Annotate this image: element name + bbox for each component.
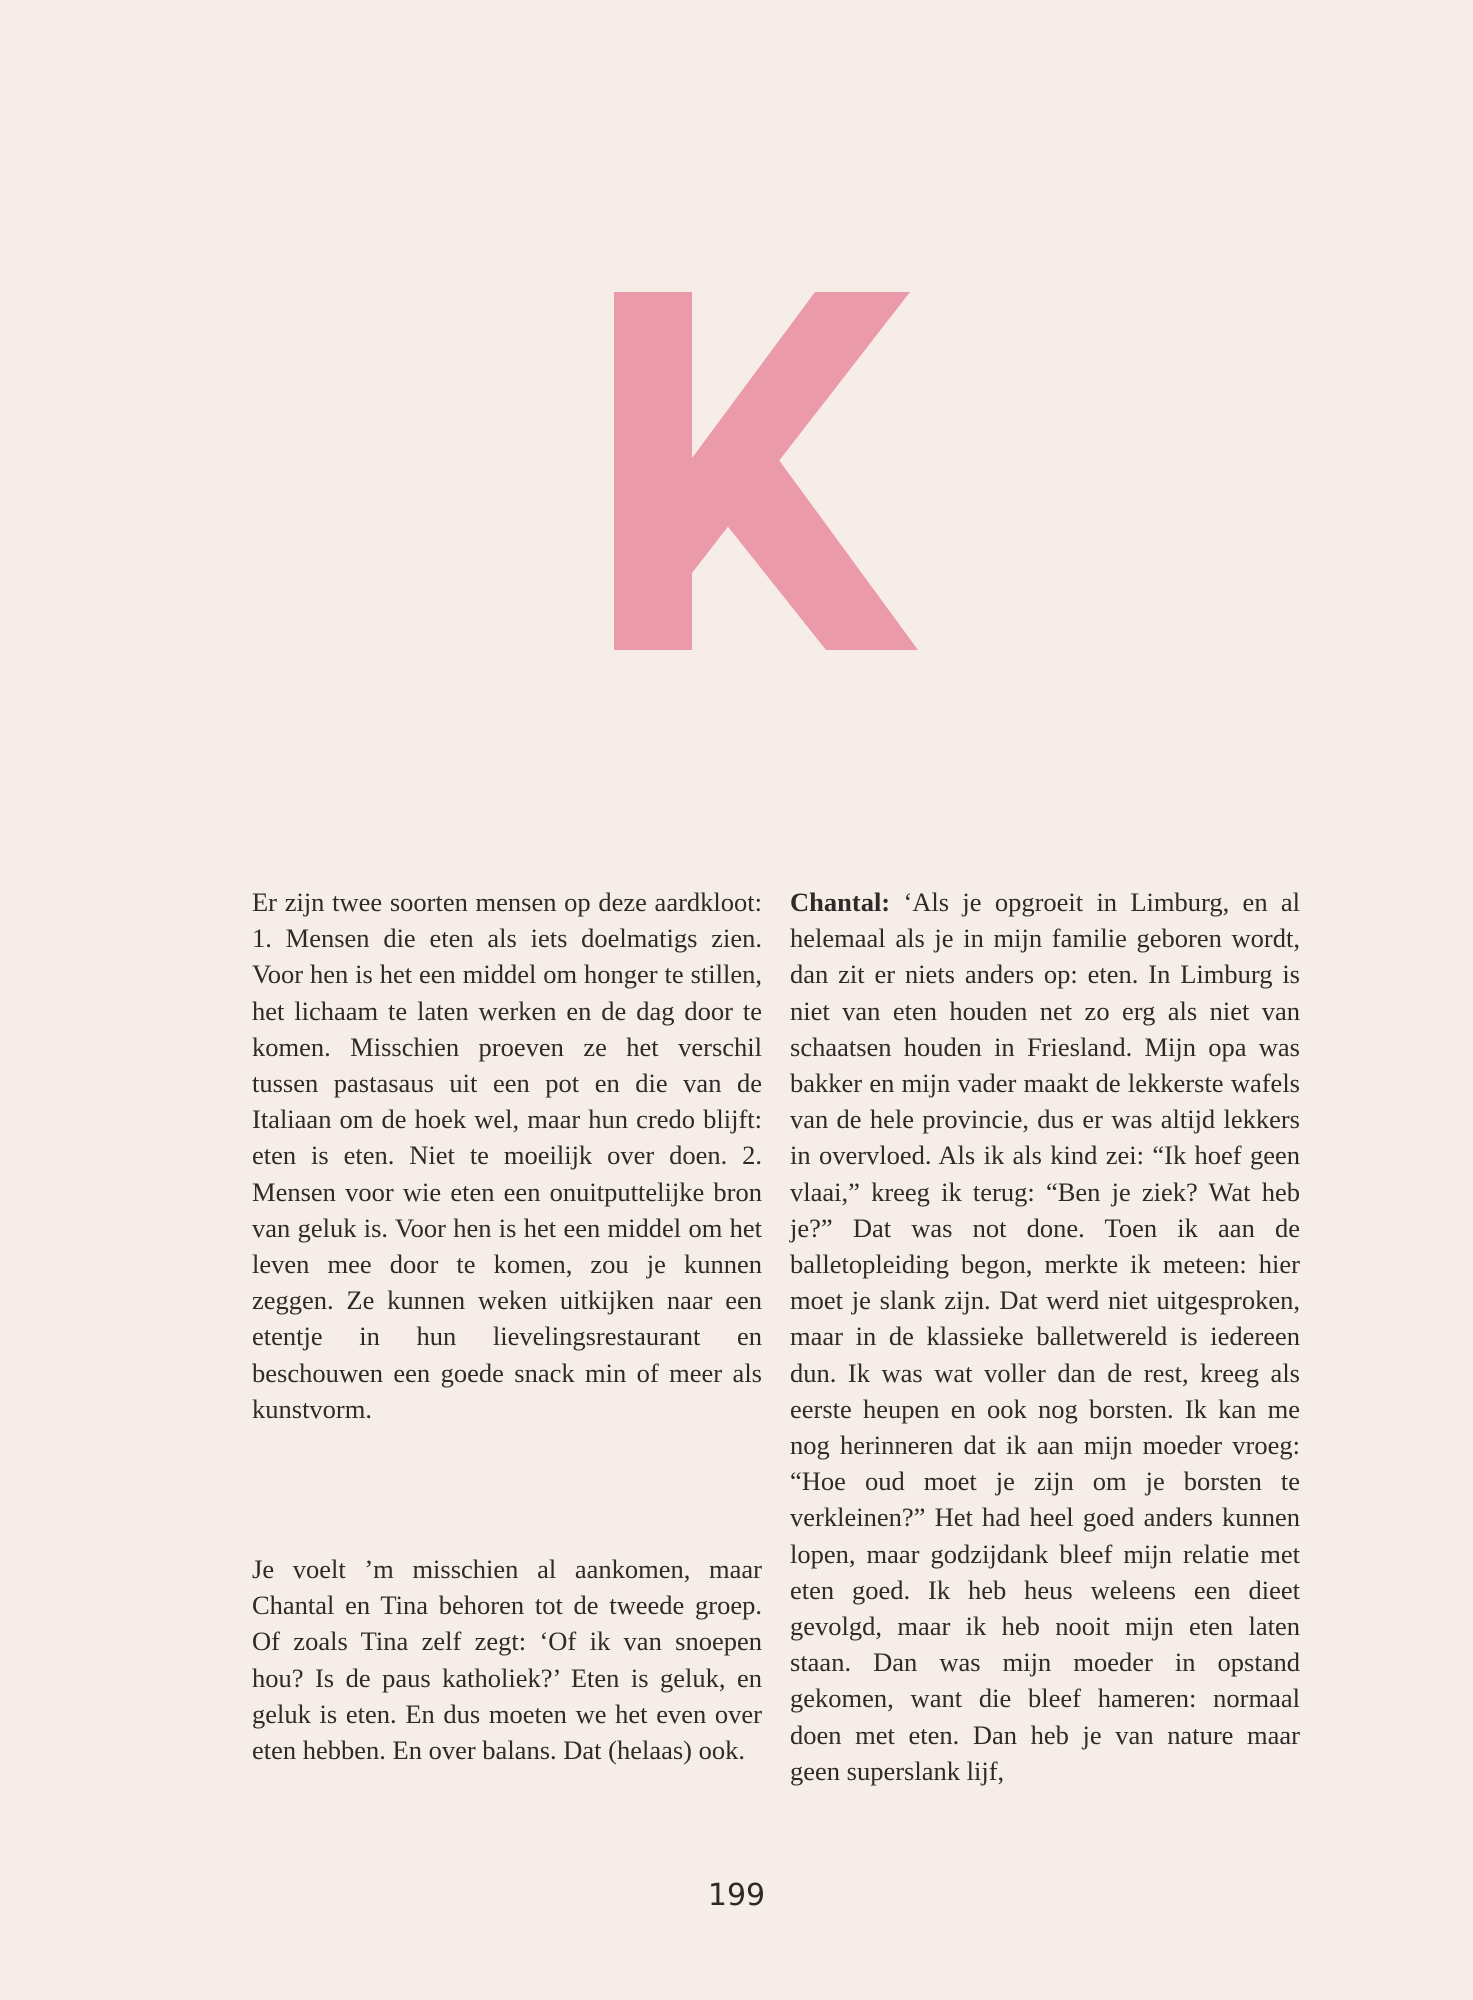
intro-paragraph-block-2 (252, 1551, 762, 1768)
intro-paragraph-2: Je voelt ’m misschien al aankomen, maar Chantal en Tina behoren tot de tweede groep. Of zoals Tina zelf zegt: ‘Of ik van snoepen hou? Is de paus katholiek?’ Eten is geluk, en geluk is eten. En dus moeten we het even over eten hebben. En over balans. Dat (helaas) ook. (252, 1554, 762, 1766)
chantal-quote (790, 884, 1300, 1789)
intro-paragraph-block (252, 884, 762, 1427)
chantal-quote-block (790, 884, 1300, 1789)
chantal-quote-text: ‘Als je opgroeit in Limburg, en al helemaal als je in mijn familie geboren wordt, dan zit er niets anders op: eten. In Limburg is niet van eten houden net zo erg als niet van schaatsen houden in Friesland. Mijn opa was bakker en mijn vader maakt de lekkerste wafels van de hele provincie, dus er was altijd lekkers in overvloed. Als ik als kind zei: “Ik hoef geen vlaai,” kreeg ik terug: “Ben je ziek? Wat heb je?” Dat was not done. Toen ik aan de balletopleiding begon, merkte ik meteen: hier moet je slank zijn. Dat werd niet uitgesproken, maar in de klassieke balletwereld is iedereen dun. Ik was wat voller dan de rest, kreeg als eerste heupen en ook nog borsten. Ik kan me nog herinneren dat ik aan mijn moeder vroeg: “Hoe oud moet je zijn om je borsten te verkleinen?” Het had heel goed anders kunnen lopen, maar godzijdank bleef mijn relatie met eten goed. Ik heb heus weleens een dieet gevolgd, maar ik heb nooit mijn eten laten staan. Dan was mijn moeder in opstand gekomen, want die bleef hameren: normaal doen met eten. Dan heb je van nature maar geen superslank lijf, (790, 887, 1300, 1786)
chapter-letter (614, 292, 934, 650)
chapter-letter-text (614, 650, 615, 651)
speaker-name: Chantal: (790, 887, 891, 917)
page-number: 199 (707, 1878, 766, 1913)
chapter-letter-leg (702, 426, 918, 650)
intro-paragraph-1: Er zijn twee soorten mensen op deze aardkloot: 1. Mensen die eten als iets doelmatigs zien. Voor hen is het een middel om honger te stillen, het lichaam te laten werken en de dag door te komen. Misschien proeven ze het verschil tussen pastasaus uit een pot en die van de Italiaan om de hoek wel, maar hun credo blijft: eten is eten. Niet te moeilijk over doen. 2. Mensen voor wie eten een onuitputtelijke bron van geluk is. Voor hen is het een middel om het leven mee door te komen, zou je kunnen zeggen. Ze kunnen weken uitkijken naar een etentje in hun lievelingsrestaurant en beschouwen een goede snack min of meer als kunstvorm. (252, 887, 762, 1424)
